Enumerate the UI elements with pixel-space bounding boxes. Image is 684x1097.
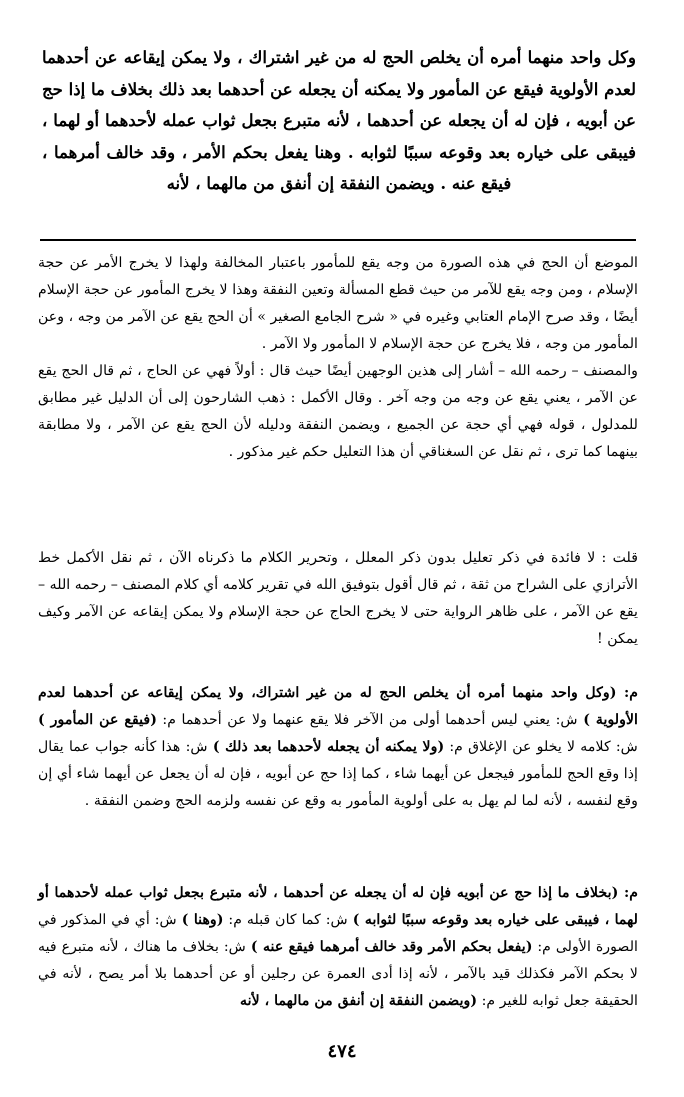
sharh-text: ش: كما كان قبله م: xyxy=(223,911,353,928)
matn-quote: م: (بخلاف ما إذا حج عن أبويه فإن له أن يجعله عن أحدهما ، لأنه متبرع بجعل ثواب عمله لأحدهما أو لهما ، فيبقى على خياره بعد وقوعه سببًا لثوابه ) xyxy=(38,885,638,928)
commentary-paragraph-5 xyxy=(38,880,638,1015)
matn-quote: (فيقع عن المأمور ) xyxy=(38,711,157,728)
commentary-paragraph-2 xyxy=(38,358,638,466)
sharh-text: ش: أي في المذكور في الصورة الأولى م: xyxy=(38,911,639,955)
commentary-paragraph-1 xyxy=(38,250,638,358)
sharh-text: ش: كلامه لا يخلو عن الإغلاق م: xyxy=(444,738,638,755)
sharh-text: ش: بخلاف ما هناك ، لأنه متبرع فيه لا بحكم الآمر فكذلك قيد بالآمر ، لأنه إذا أدى العمرة عن رجلين أو عن أحدهما بلا أمر يصح ، لأنه في الحقيقة جعل ثوابه للغير م: xyxy=(38,938,638,1009)
commentary-text-4 xyxy=(38,680,638,815)
sharh-text: ش: يعني ليس أحدهما أولى من الآخر فلا يقع عنهما ولا عن أحدهما م: xyxy=(156,711,584,728)
main-text-block: وكل واحد منهما أمره أن يخلص الحج له من غير اشتراك ، ولا يمكن إيقاعه عن أحدهما لعدم الأولوية فيقع عن المأمور ولا يمكنه أن يجعله عن أحدهما بعد ذلك بخلاف ما إذا حج عن أبويه ، فإن له أن يجعله عن أحدهما ، لأنه متبرع بجعل ثواب عمله لأحدهما أو لهما ، فيبقى على خياره بعد وقوعه سببًا لثوابه . وهنا يفعل بحكم الأمر ، وقد خالف أمرهما ، فيقع عنه . ويضمن النفقة إن أنفق من مالهما ، لأنه xyxy=(42,48,636,193)
commentary-text-2: والمصنف – رحمه الله – أشار إلى هذين الوجهين أيضًا حيث قال : أولاً فهي عن الحاج ، ثم قال الحج يقع عن الآمر ، يعني يقع عن وجه من وجه آخر . وقال الأكمل : ذهب الشارحون إلى أن الدليل غير مطابق للمدلول ، قوله فهي أي حجة عن الجميع ، ويضمن النفقة ودليله لأن الحج يقع عن الآمر ، ولا مطابقة بينهما كما ترى ، ثم نقل عن السغناقي أن هذا التعليل حكم غير مذكور . xyxy=(38,363,638,460)
commentary-text-5 xyxy=(38,880,638,1015)
matn-quote: (ولا يمكنه أن يجعله لأحدهما بعد ذلك ) xyxy=(212,738,445,755)
matn-quote: (ويضمن النفقة إن أنفق من مالهما ، لأنه xyxy=(240,992,478,1009)
commentary-paragraph-3 xyxy=(38,545,638,653)
commentary-text-1: الموضع أن الحج في هذه الصورة من وجه يقع للمأمور باعتبار المخالفة ولهذا لا يخرج الأمر عن حجة الإسلام ، ومن وجه يقع للآمر من حيث قطع المسألة وتعين النفقة وهذا لا يخرج المأمور عن حجة الإسلام أيضًا ، وقد صرح الإمام العتابي وغيره في « شرح الجامع الصغير » أن الحج يقع عن الآمر من وجه ، وعن المأمور من وجه ، فلا يخرج عن حجة الإسلام لا المأمور ولا الآمر . xyxy=(38,255,638,352)
matn-quote: (وهنا ) xyxy=(181,911,224,928)
page-number: ٤٧٤ xyxy=(327,1041,357,1062)
sharh-text: ش: هذا كأنه جواب عما يقال إذا وقع الحج للمأمور فيجعل عن أيهما شاء ، كما إذا حج عن أبويه ، فإن له أن يجعل عن أيهما شاء أي إن وقع لنفسه ، لأنه لما لم يهل به على أولوية المأمور به وقع عن نفسه ولزمه الحج وضمن النفقة . xyxy=(38,738,638,809)
commentary-paragraph-4 xyxy=(38,680,638,815)
separator-line xyxy=(40,239,636,241)
matn-quote: م: (وكل واحد منهما أمره أن يخلص الحج له من غير اشتراك، ولا يمكن إيقاعه عن أحدهما لعدم الأولوية ) xyxy=(38,685,638,728)
commentary-text-3: قلت : لا فائدة في ذكر تعليل بدون ذكر المعلل ، وتحرير الكلام ما ذكرناه الآن ، ثم نقل الأكمل خط الأترازي على الشراح من ثقة ، ثم قال أقول بتوفيق الله في تقرير كلامه أي كلام المصنف – رحمه الله – يقع عن الآمر ، على ظاهر الرواية حتى لا يخرج الحاج عن حجة الإسلام ولا يمكن إيقاعه عن الآمر وكيف يمكن ! xyxy=(38,550,638,647)
matn-quote: (يفعل بحكم الأمر وقد خالف أمرهما فيقع عنه ) xyxy=(250,938,533,955)
